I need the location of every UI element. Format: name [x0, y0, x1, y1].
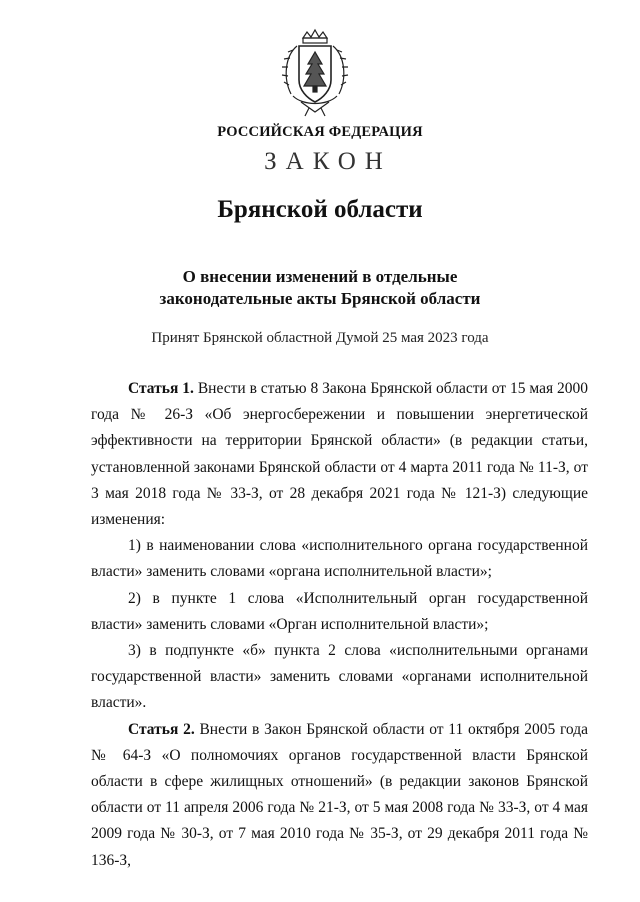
article-1-paragraph [91, 376, 588, 533]
country-heading: РОССИЙСКАЯ ФЕДЕРАЦИЯ [217, 124, 423, 140]
article-1-label: Статья 1. [128, 380, 194, 397]
law-subject-line-1: О внесении изменений в отдельные [182, 267, 458, 286]
article-1-item-1: 1) в наименовании слова «исполнительного органа государственной власти» заменить словами «органа исполнительной власти»; [91, 537, 588, 581]
article-1-text: Внести в статью 8 Закона Брянской области от 15 мая 2000 года № 26-З «Об энергосбережении и повышении энергетической эффективности на территории Брянской области» (в редакции статьи, установленной законами Брянской области от 4 марта 2011 года № 11-З, от 3 мая 2018 года № 33-З, от 28 декабря 2021 года № 121-З) следующие изменения: [91, 380, 589, 529]
coat-of-arms-icon [277, 28, 353, 118]
law-subject [0, 266, 640, 310]
law-subject-line-2: законодательные акты Брянской области [159, 289, 481, 308]
region-heading: Брянской области [217, 196, 423, 223]
article-2-text: Внести в Закон Брянской области от 11 октября 2005 года № 64-З «О полномочиях органов государственной власти Брянской области в сфере жилищных отношений» (в редакции законов Брянской области от 11 апреля 2006 года № 21-З, от 5 мая 2008 года № 33-З, от 4 мая 2009 года № 30-З, от 7 мая 2010 года № 35-З, от 29 декабря 2011 года № 136-З, [91, 720, 589, 869]
article-2-paragraph [91, 717, 588, 874]
article-2-label: Статья 2. [128, 720, 195, 738]
law-heading: ЗАКОН [264, 148, 392, 175]
article-1-item-2: 2) в пункте 1 слова «Исполнительный орган государственной власти» заменить словами «Орган исполнительной власти»; [91, 589, 588, 633]
article-1-item-3: 3) в подпункте «б» пункта 2 слова «исполнительными органами государственной власти» заменить словами «органами исполнительной власти». [91, 642, 588, 712]
adoption-note: Принят Брянской областной Думой 25 мая 2023 года [151, 330, 489, 346]
law-body [91, 376, 588, 874]
